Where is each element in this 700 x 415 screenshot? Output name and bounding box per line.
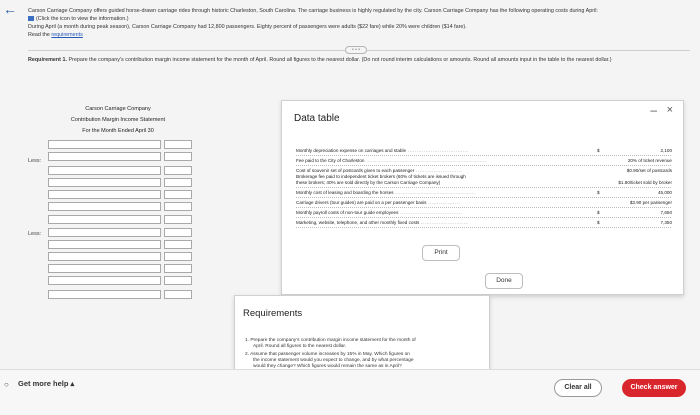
data-table-title: Data table: [294, 113, 340, 124]
statement-label-input[interactable]: [48, 252, 161, 261]
data-row-divider: [296, 197, 671, 198]
statement-label-input[interactable]: [48, 240, 161, 249]
data-row-dollar: $: [597, 148, 600, 153]
statement-amount-input[interactable]: [164, 290, 192, 299]
data-row-label: Fee paid to the City of Charleston ....................................................................: [296, 158, 488, 163]
data-row-divider: [296, 207, 671, 208]
requirement-text: Prepare the company's contribution margin income statement for the month of April. Round all figures to the nearest dollar. (Do not round interim calculations or amounts. Round all amounts input in the table to the nearest dollar.): [68, 57, 612, 63]
check-answer-button[interactable]: Check answer: [622, 379, 686, 397]
get-more-help-link[interactable]: Get more help ▴: [18, 379, 75, 388]
statement-label-input[interactable]: [48, 190, 161, 199]
data-row-label: Brokerage fee paid to independent ticket brokers (60% of tickets are issued through: [296, 174, 466, 179]
statement-amount-input[interactable]: [164, 178, 192, 187]
statement-label-input[interactable]: [48, 228, 161, 237]
requirement-1: [28, 57, 690, 64]
read-prefix: Read the: [28, 32, 50, 38]
data-row-label-cont: these brokers; 40% are sold directly by the Carson Carriage Company): [296, 180, 441, 185]
requirement-item-1: 1. Prepare the company's contribution margin income statement for the month of: [245, 338, 416, 343]
back-arrow-icon[interactable]: ←: [3, 1, 17, 17]
statement-label-input[interactable]: [48, 202, 161, 211]
statement-amount-input[interactable]: [164, 228, 192, 237]
data-row-divider: [296, 227, 671, 228]
data-row-value: $3.90 per passenger: [629, 200, 672, 205]
statement-amount-input[interactable]: [164, 276, 192, 285]
statement-label-input[interactable]: [48, 140, 161, 149]
statement-amount-input[interactable]: [164, 140, 192, 149]
data-row-divider: [296, 155, 671, 156]
read-requirements-line: [28, 31, 696, 39]
statement-amount-input[interactable]: [164, 166, 192, 175]
statement-period: For the Month Ended April 30: [82, 128, 154, 134]
data-row-value: 20% of ticket revenue: [627, 158, 672, 163]
statement-label-input[interactable]: [48, 178, 161, 187]
requirement-item-1-cont: April. Round all figures to the nearest dollar.: [253, 344, 347, 349]
data-row-label: Marketing, website, telephone, and other monthly fixed costs ...........................: [296, 220, 470, 225]
statement-amount-input[interactable]: [164, 152, 192, 161]
statement-label-input[interactable]: [48, 215, 161, 224]
info-link-text[interactable]: (Click the icon to view the information.): [36, 16, 129, 22]
data-row-dollar: $: [597, 210, 600, 215]
print-button[interactable]: Print: [422, 245, 460, 261]
statement-label-input[interactable]: [48, 276, 161, 285]
data-row-value: 2,100: [660, 148, 672, 153]
problem-intro: [28, 7, 696, 39]
data-row-dollar: $: [597, 220, 600, 225]
data-row-label: Carriage drivers (tour guides) are paid on a per passenger basis ..................: [296, 200, 461, 205]
statement-amount-input[interactable]: [164, 215, 192, 224]
statement-amount-input[interactable]: [164, 252, 192, 261]
data-row-label: Monthly depreciation expense on carriages and stable ..................................: [296, 148, 469, 153]
done-button[interactable]: Done: [485, 273, 523, 289]
requirement-item-2: 2. Assume that passenger volume increases by 15% in May. Which figures on: [245, 352, 410, 357]
data-table-modal: [281, 100, 684, 295]
close-icon[interactable]: ×: [666, 104, 673, 116]
statement-title: Contribution Margin Income Statement: [70, 117, 166, 123]
statement-amount-input[interactable]: [164, 202, 192, 211]
less-label-1: Less:: [28, 158, 42, 164]
caret-up-icon: ▴: [70, 379, 75, 388]
less-label-2: Less:: [28, 231, 42, 237]
info-link-line[interactable]: [28, 15, 696, 23]
requirements-link[interactable]: requirements: [51, 32, 83, 38]
data-row-label: Monthly cost of leasing and boarding the horses .............................................: [296, 190, 476, 195]
clear-all-button[interactable]: Clear all: [554, 379, 602, 397]
statement-amount-input[interactable]: [164, 190, 192, 199]
requirement-item-2-cont: would they change? Which figures would remain the same as in April?: [253, 364, 402, 369]
data-row-label: Monthly payroll costs of non-tour guide employees ...................................: [296, 210, 463, 215]
statement-company: Carson Carriage Company: [85, 106, 151, 112]
statement-label-input[interactable]: [48, 290, 161, 299]
statement-label-input[interactable]: [48, 166, 161, 175]
requirement-item-2-cont: the income statement would you expect to change, and by what percentage: [253, 358, 414, 363]
statement-amount-input[interactable]: [164, 264, 192, 273]
intro-line-2: During April (a month during peak season), Carson Carriage Company had 12,800 passengers. Eighty percent of passengers were adults ($22 fare) while 20% were children ($14 fare).: [28, 24, 467, 30]
intro-line-1: Carson Carriage Company offers guided horse-drawn carriage rides through historic Charleston, South Carolina. The carriage business is highly regulated by the city. Carson Carriage Company has the following operating costs during April:: [28, 8, 598, 14]
side-icon: ○: [4, 380, 9, 389]
data-row-value: 7,650: [660, 210, 672, 215]
data-row-dollar: $: [597, 190, 600, 195]
statement-label-input[interactable]: [48, 264, 161, 273]
minimize-icon[interactable]: –: [650, 103, 657, 117]
divider-handle[interactable]: • • •: [345, 46, 367, 54]
data-row-value: 45,000: [657, 190, 672, 195]
data-row-divider: [296, 187, 671, 188]
data-row-label: Cost of souvenir set of postcards given to each passenger ..........................: [296, 168, 463, 173]
statement-label-input[interactable]: [48, 152, 161, 161]
data-row-value: 7,350: [660, 220, 672, 225]
table-icon[interactable]: [28, 16, 34, 21]
statement-amount-input[interactable]: [164, 240, 192, 249]
data-row-value: $1.80/ticket sold by broker: [618, 180, 672, 185]
data-row-divider: [296, 165, 671, 166]
requirement-label: Requirement 1.: [28, 57, 67, 63]
data-row-value: $0.90/set of postcards: [626, 168, 672, 173]
requirements-title: Requirements: [243, 308, 303, 319]
data-row-divider: [296, 217, 671, 218]
